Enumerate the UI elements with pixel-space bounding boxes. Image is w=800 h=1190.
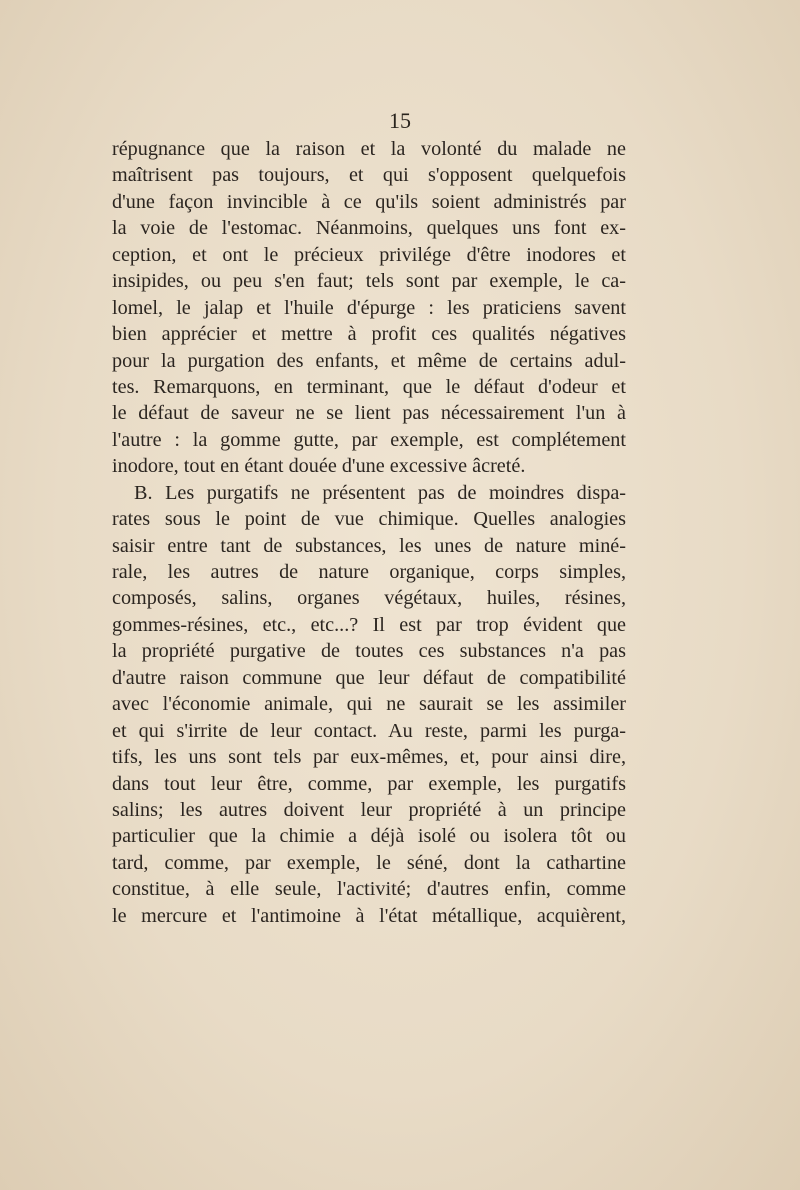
text-line: salins; les autres doivent leur propriété à un principe (112, 798, 626, 821)
text-line: d'une façon invincible à ce qu'ils soient administrés par (112, 190, 626, 213)
text-line: dans tout leur être, comme, par exemple, les purgatifs (112, 772, 626, 795)
text-line: particulier que la chimie a déjà isolé ou isolera tôt ou (112, 825, 626, 848)
text-line: tifs, les uns sont tels par eux-mêmes, et, pour ainsi dire, (112, 746, 626, 769)
text-line: la propriété purgative de toutes ces substances n'a pas (112, 640, 626, 663)
text-line: le défaut de saveur ne se lient pas nécessairement l'un à (112, 402, 626, 425)
text-line: le mercure et l'antimoine à l'état métallique, acquièrent, (112, 904, 626, 927)
page-number: 15 (389, 108, 411, 133)
text-line: saisir entre tant de substances, les unes de nature miné- (112, 534, 626, 557)
text-line: l'autre : la gomme gutte, par exemple, est complétement (112, 428, 626, 451)
text-line: et qui s'irrite de leur contact. Au reste, parmi les purga- (112, 719, 626, 742)
text-line: rale, les autres de nature organique, corps simples, (112, 561, 626, 583)
text-line: B. Les purgatifs ne présentent pas de moindres dispa- (134, 481, 626, 504)
text-line: maîtrisent pas toujours, et qui s'opposent quelquefois (112, 164, 626, 187)
text-line: inodore, tout en étant douée d'une excessive âcreté. (112, 455, 526, 478)
text-line: ception, et ont le précieux privilége d'être inodores et (112, 243, 626, 266)
text-line: constitue, à elle seule, l'activité; d'autres enfin, comme (112, 878, 626, 901)
text-line: la voie de l'estomac. Néanmoins, quelques uns font ex- (112, 217, 626, 240)
body-text (112, 136, 626, 929)
text-line: pour la purgation des enfants, et même de certains adul- (112, 349, 626, 372)
text-line: insipides, ou peu s'en faut; tels sont par exemple, le ca- (112, 270, 626, 293)
text-line: bien apprécier et mettre à profit ces qualités négatives (112, 323, 626, 346)
text-line: tard, comme, par exemple, le séné, dont la cathartine (112, 851, 626, 874)
text-line: répugnance que la raison et la volonté du malade ne (112, 138, 626, 160)
text-line: gommes-résines, etc., etc...? Il est par trop évident que (112, 613, 626, 636)
text-line: d'autre raison commune que leur défaut de compatibilité (112, 666, 626, 689)
text-line: rates sous le point de vue chimique. Quelles analogies (112, 508, 626, 531)
text-line: lomel, le jalap et l'huile d'épurge : les praticiens savent (112, 296, 626, 319)
text-line: tes. Remarquons, en terminant, que le défaut d'odeur et (112, 375, 626, 398)
text-line: composés, salins, organes végétaux, huiles, résines, (112, 587, 626, 610)
text-line: avec l'économie animale, qui ne saurait se les assimiler (112, 693, 626, 716)
